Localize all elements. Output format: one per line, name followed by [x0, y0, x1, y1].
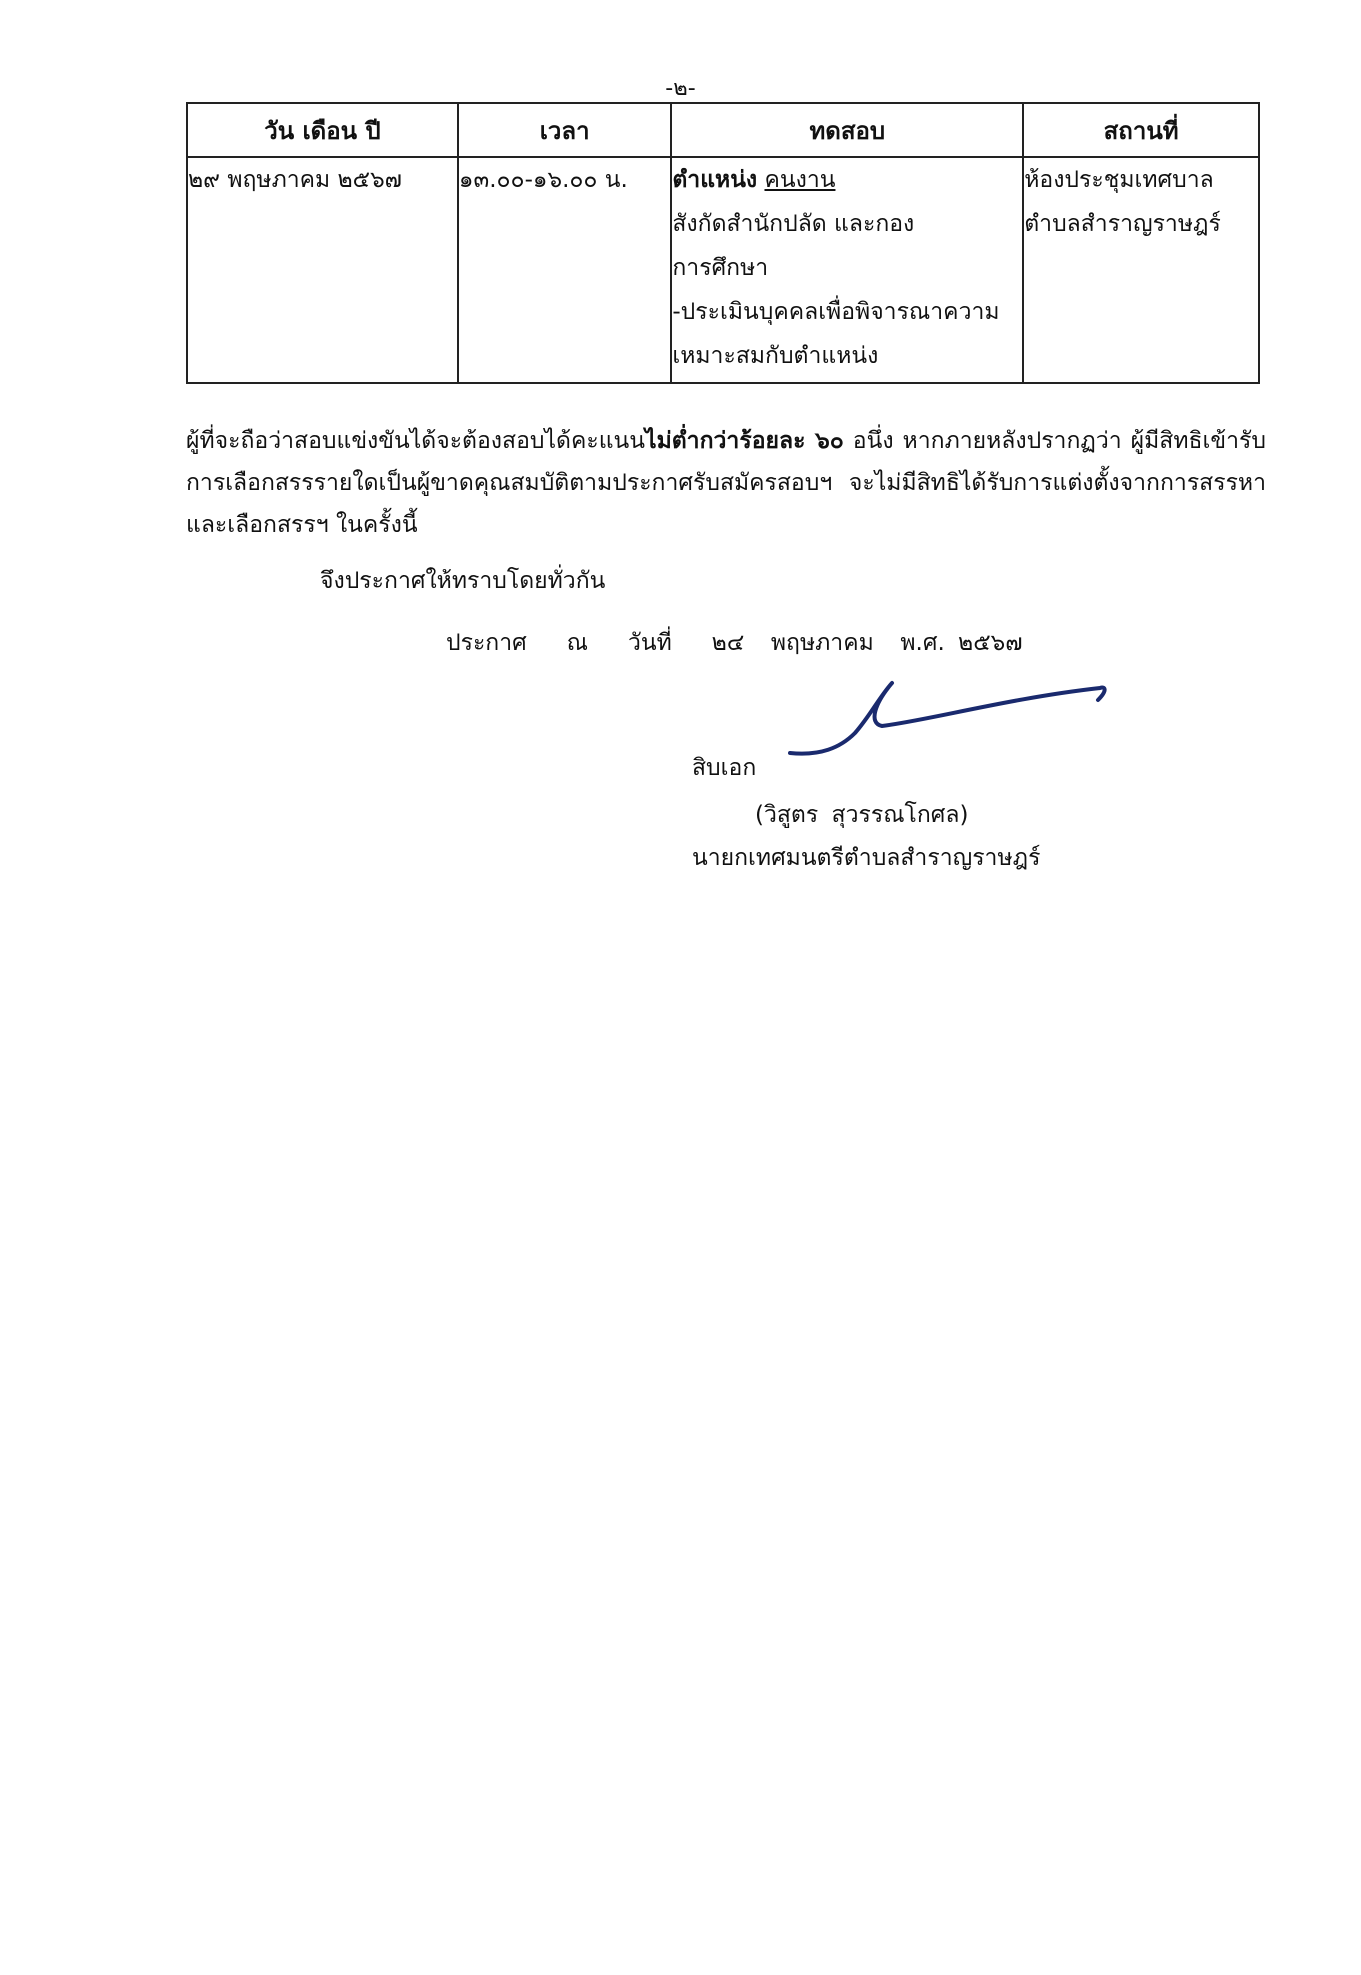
exam-position-name: คนงาน [764, 167, 836, 193]
exam-position-line [672, 158, 1022, 202]
signer-name: (วิสูตร สุวรรณโกศล) [755, 802, 969, 828]
handwritten-signature [780, 678, 1120, 768]
cell-time: ๑๓.๐๐-๑๖.๐๐ น. [458, 157, 672, 383]
announcement-line: จึงประกาศให้ทราบโดยทั่วกัน [320, 568, 606, 594]
body-text-rest: อนึ่ง หากภายหลังปรากฏว่า ผู้มีสิทธิเข้ารับการเลือกสรรรายใดเป็นผู้ขาดคุณสมบัติตามประกาศรับสมัครสอบฯ จะไม่มีสิทธิได้รับการแต่งตั้งจากการสรรหาและเลือกสรรฯ ในครั้งนี้ [186, 428, 1267, 538]
body-paragraph [186, 420, 1266, 546]
signer-title: นายกเทศมนตรีตำบลสำราญราษฎร์ [692, 845, 1041, 871]
header-place: สถานที่ [1023, 103, 1259, 157]
exam-schedule-table [186, 102, 1260, 384]
exam-method-line: -ประเมินบุคคลเพื่อพิจารณาความ [672, 299, 1000, 325]
cell-exam [671, 157, 1023, 383]
cell-place [1023, 157, 1259, 383]
signer-rank: สิบเอก [692, 755, 757, 781]
body-text-bold: ไม่ต่ำกว่าร้อยละ ๖๐ [645, 428, 844, 454]
place-line-1: ห้องประชุมเทศบาล [1024, 167, 1214, 193]
table-header-row [187, 103, 1259, 157]
header-date: วัน เดือน ปี [187, 103, 458, 157]
announcement-date: ประกาศ ณ วันที่ ๒๔ พฤษภาคม พ.ศ. ๒๕๖๗ [446, 630, 1023, 656]
header-exam: ทดสอบ [671, 103, 1023, 157]
table-row [187, 157, 1259, 383]
signature-stroke [790, 683, 1105, 754]
place-line-2: ตำบลสำราญราษฎร์ [1024, 211, 1221, 237]
exam-method-line-2: เหมาะสมกับตำแหน่ง [672, 343, 879, 369]
exam-affiliation-line-2: การศึกษา [672, 255, 769, 281]
page-number: -๒- [665, 76, 696, 101]
header-time: เวลา [458, 103, 672, 157]
exam-position-label: ตำแหน่ง [672, 167, 758, 193]
exam-affiliation-line: สังกัดสำนักปลัด และกอง [672, 211, 915, 237]
cell-date: ๒๙ พฤษภาคม ๒๕๖๗ [187, 157, 458, 383]
body-text-intro: ผู้ที่จะถือว่าสอบแข่งขันได้จะต้องสอบได้คะแนน [186, 428, 645, 454]
